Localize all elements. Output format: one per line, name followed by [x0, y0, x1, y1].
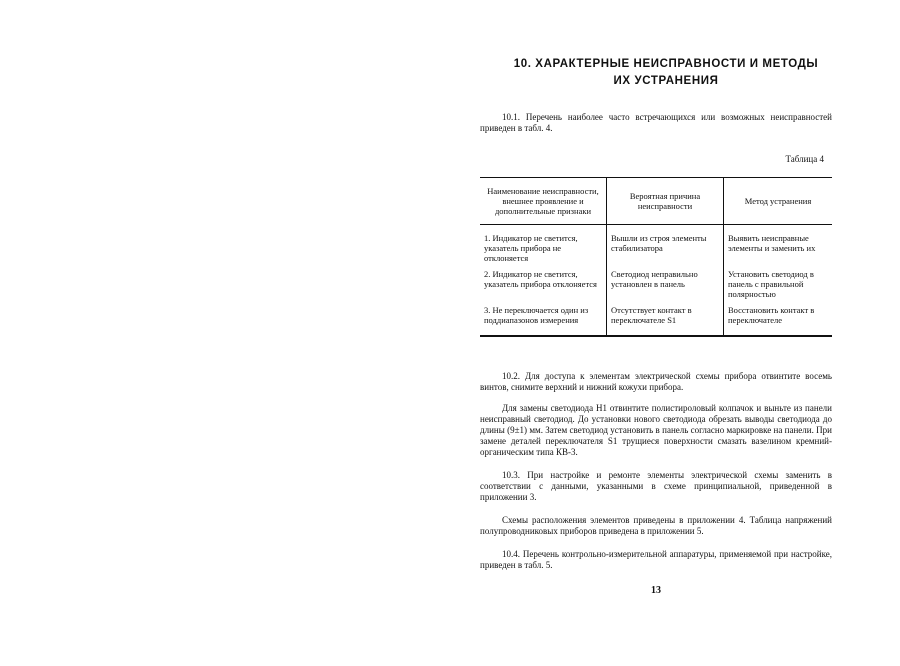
cell-method: Восстановить контакт в переключателе — [724, 302, 833, 336]
paragraph-10-2-led: Для замены светодиода Н1 отвинтите полистироловый колпачок и выньте из панели неисправный светодиод. До установки нового светодиода обрезать выводы светодиода до длины (9±1) мм. Затем светодиод установить в панель согласно маркировке на панели. При замене деталей переключателя S1 трущиеся поверхности смазать вазелином кремний-органическим типа КВ-3. — [480, 403, 832, 457]
cell-method: Установить светодиод в панель с правильной полярностью — [724, 266, 833, 302]
table-row — [480, 302, 832, 336]
header-cause: Вероятная причина неисправности — [607, 178, 724, 225]
cell-fault: 3. Не переключается один из поддиапазонов измерения — [484, 305, 589, 325]
document-page — [480, 56, 832, 596]
paragraph-10-2: 10.2. Для доступа к элементам электрической схемы прибора отвинтите восемь винтов, снимите верхний и нижний кожухи прибора. — [480, 371, 832, 392]
faults-table — [480, 177, 832, 337]
paragraph-10-3: 10.3. При настройке и ремонте элементы электрической схемы заменить в соответствии с данными, указанными в схеме принципиальной, приведенной в приложении 3. — [480, 470, 832, 502]
cell-fault: 2. Индикатор не светится, указатель прибора отклоняется — [484, 269, 597, 289]
cell-fault: 1. Индикатор не светится, указатель прибора не отклоняется — [484, 233, 578, 263]
paragraph-10-4: 10.4. Перечень контрольно-измерительной аппаратуры, применяемой при настройке, приведен в табл. 5. — [480, 549, 832, 570]
cell-cause: Отсутствует контакт в переключателе S1 — [607, 302, 724, 336]
cell-cause: Вышли из строя элементы стабилизатора — [607, 225, 724, 267]
cell-cause: Светодиод неправильно установлен в панель — [607, 266, 724, 302]
section-heading — [500, 56, 832, 90]
table-row — [480, 266, 832, 302]
header-fault: Наименование неисправности, внешнее проявление и дополнительные признаки — [480, 178, 607, 225]
paragraph-10-1: 10.1. Перечень наиболее часто встречающихся или возможных неисправностей приведен в табл. 4. — [480, 112, 832, 133]
header-method: Метод устранения — [724, 178, 833, 225]
table-header-row — [480, 178, 832, 225]
cell-method: Выявить неисправные элементы и заменить их — [724, 225, 833, 267]
table-caption: Таблица 4 — [785, 154, 824, 164]
table-row — [480, 225, 832, 267]
paragraph-10-3-schemes: Схемы расположения элементов приведены в приложении 4. Таблица напряжений полупроводниковых приборов приведена в приложении 5. — [480, 515, 832, 536]
section-heading-line-1: 10. ХАРАКТЕРНЫЕ НЕИСПРАВНОСТИ И МЕТОДЫ — [513, 58, 819, 70]
page-number: 13 — [651, 585, 661, 596]
section-heading-line-2: ИХ УСТРАНЕНИЯ — [613, 75, 719, 87]
